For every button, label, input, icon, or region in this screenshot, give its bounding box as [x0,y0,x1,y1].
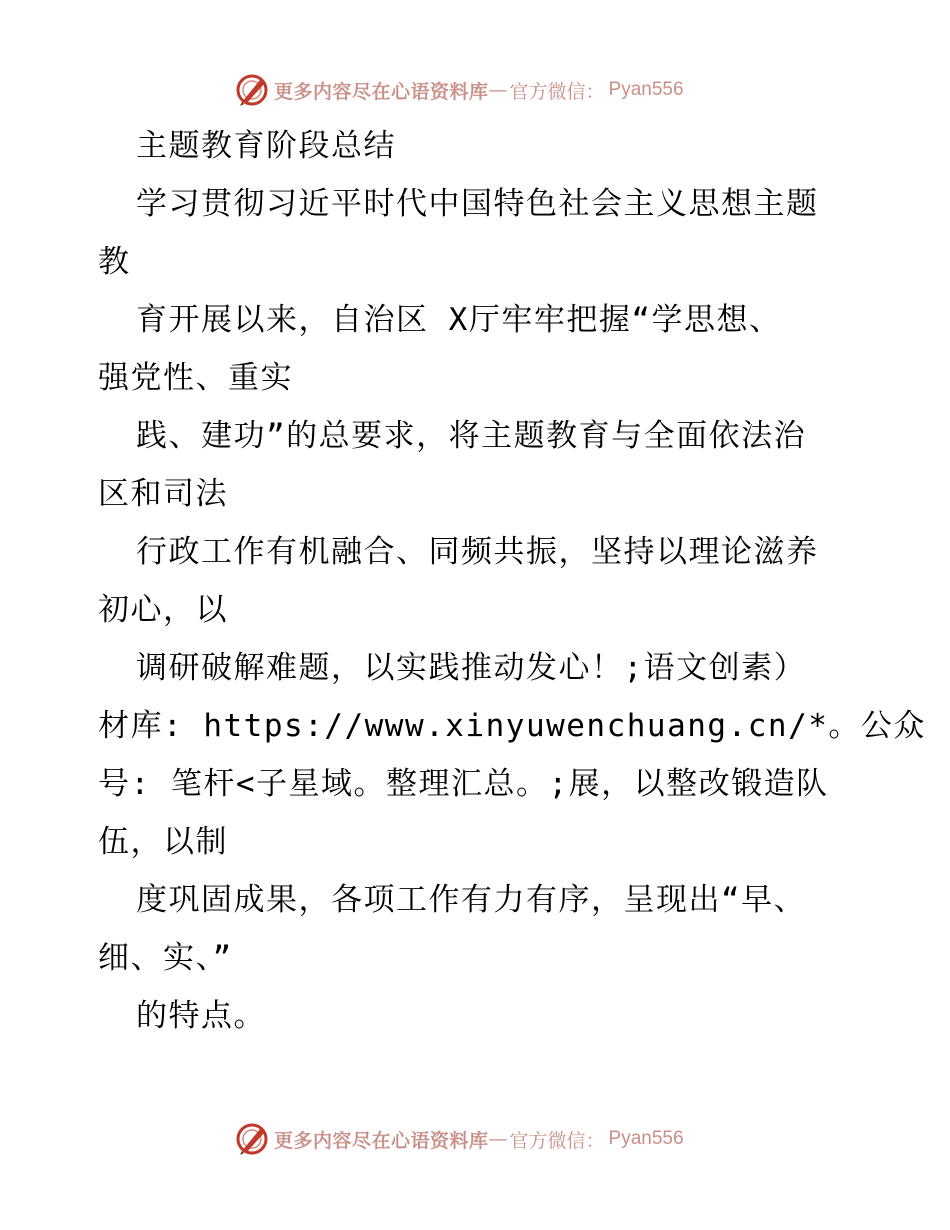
header-watermark-banner [234,70,684,110]
banner-main-text: 更多内容尽在心语资料库 [274,80,489,103]
text-line: 度巩固成果，各项工作有力有序，呈现出“早、 [136,882,807,918]
pen-logo-icon [234,72,270,108]
text-line: 学习贯彻习近平时代中国特色社会主义思想主题 [136,186,819,222]
text-line: 的特点。 [136,998,266,1034]
text-line: 主题教育阶段总结 [136,128,396,164]
document-body [98,117,926,1045]
text-line: 践、建功”的总要求，将主题教育与全面依法治 [136,418,807,454]
text-line: 行政工作有机融合、同频共振，坚持以理论滋养 [136,534,819,570]
banner-wechat-handle: Pyan556 [608,1128,684,1149]
pen-logo-icon [234,1121,270,1157]
banner-dash: — [488,1128,508,1150]
text-line: 初心，以 [98,592,228,628]
text-line: 区和司法 [98,476,228,512]
banner-wechat-label: 官方微信： [509,1129,605,1152]
text-line: 调研破解难题，以实践推动发心！;语文创素） [136,650,807,686]
text-line: 育开展以来，自治区 X厅牢牢把握“学思想、 [136,302,782,338]
text-line: 号: 笔杆<子星域。整理汇总。;展，以整改锻造队 [98,766,829,802]
banner-dash: — [488,79,508,101]
text-line: 细、实、” [98,940,233,976]
text-line: 伍，以制 [98,824,228,860]
text-line: 强党性、重实 [98,360,293,396]
footer-watermark-banner [234,1119,684,1159]
banner-main-text: 更多内容尽在心语资料库 [274,1129,489,1152]
banner-wechat-handle: Pyan556 [608,79,684,100]
text-line: 教 [98,244,131,280]
banner-wechat-label: 官方微信： [509,80,605,103]
text-line: 材库: https://www.xinyuwenchuang.cn/*。公众 [98,708,926,744]
